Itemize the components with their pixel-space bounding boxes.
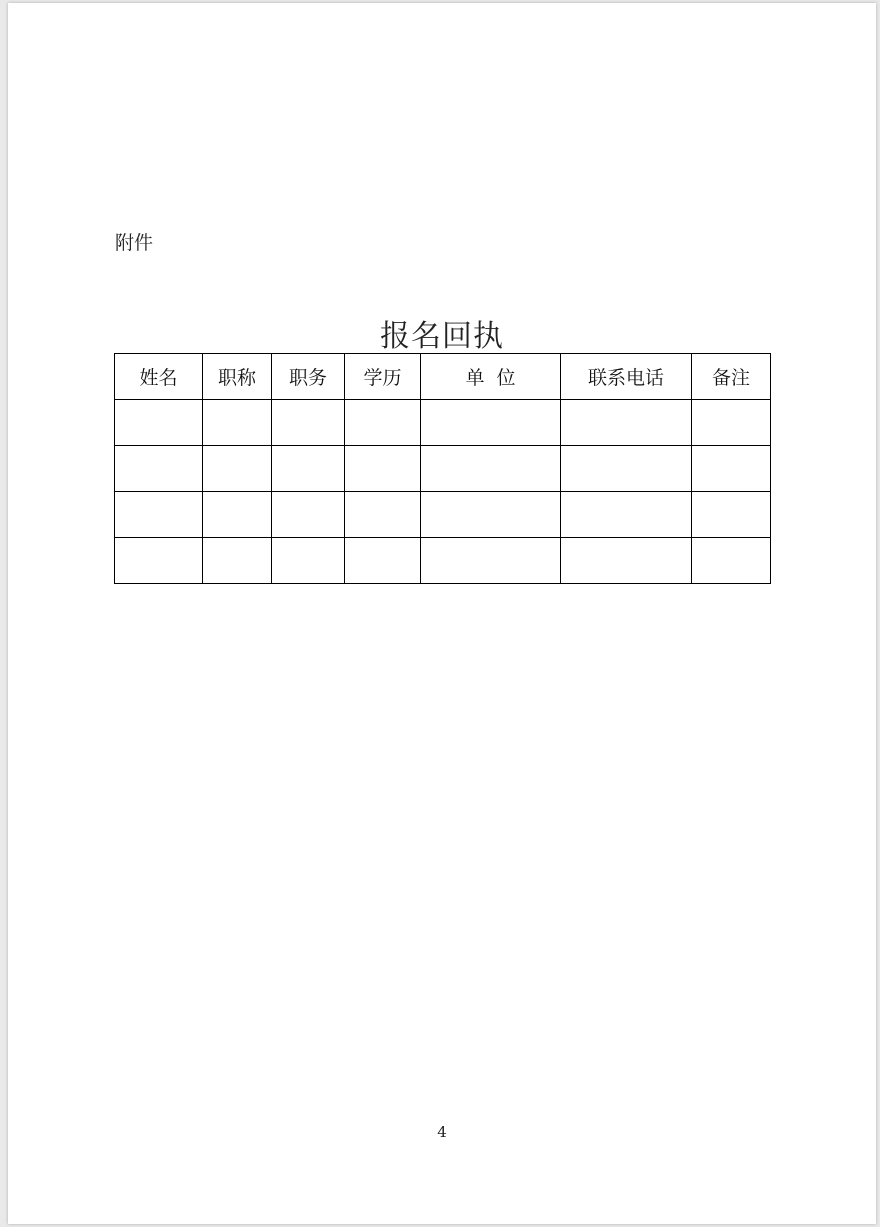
- table-cell[interactable]: [421, 400, 561, 446]
- table-header-row: [115, 354, 771, 400]
- table-row: [115, 492, 771, 538]
- table-cell[interactable]: [115, 446, 203, 492]
- table-cell[interactable]: [115, 538, 203, 584]
- header-position: 职务: [272, 354, 345, 400]
- table-cell[interactable]: [345, 538, 421, 584]
- table-cell[interactable]: [561, 400, 692, 446]
- table-row: [115, 400, 771, 446]
- table-cell[interactable]: [692, 538, 771, 584]
- table-row: [115, 538, 771, 584]
- table-cell[interactable]: [345, 400, 421, 446]
- table-cell[interactable]: [561, 492, 692, 538]
- table-cell[interactable]: [692, 400, 771, 446]
- table-cell[interactable]: [345, 492, 421, 538]
- header-name: 姓名: [115, 354, 203, 400]
- table-cell[interactable]: [115, 400, 203, 446]
- table-cell[interactable]: [345, 446, 421, 492]
- table-cell[interactable]: [203, 538, 272, 584]
- table-cell[interactable]: [203, 492, 272, 538]
- header-title: 职称: [203, 354, 272, 400]
- table-cell[interactable]: [561, 538, 692, 584]
- table-cell[interactable]: [272, 538, 345, 584]
- form-title: 报名回执: [380, 319, 504, 354]
- table-cell[interactable]: [203, 446, 272, 492]
- table-cell[interactable]: [421, 446, 561, 492]
- header-education: 学历: [345, 354, 421, 400]
- table-cell[interactable]: [272, 446, 345, 492]
- table-cell[interactable]: [421, 492, 561, 538]
- table-cell[interactable]: [203, 400, 272, 446]
- header-phone: 联系电话: [561, 354, 692, 400]
- table-cell[interactable]: [692, 446, 771, 492]
- header-organization: 单 位: [421, 354, 561, 400]
- document-page: [8, 3, 876, 1224]
- table-row: [115, 446, 771, 492]
- attachment-label: 附件: [115, 232, 154, 254]
- table-cell[interactable]: [272, 400, 345, 446]
- table-cell[interactable]: [692, 492, 771, 538]
- table-cell[interactable]: [421, 538, 561, 584]
- table-cell[interactable]: [115, 492, 203, 538]
- table-cell[interactable]: [272, 492, 345, 538]
- registration-table: [114, 353, 771, 584]
- header-remarks: 备注: [692, 354, 771, 400]
- page-number: 4: [437, 1123, 447, 1141]
- table-cell[interactable]: [561, 446, 692, 492]
